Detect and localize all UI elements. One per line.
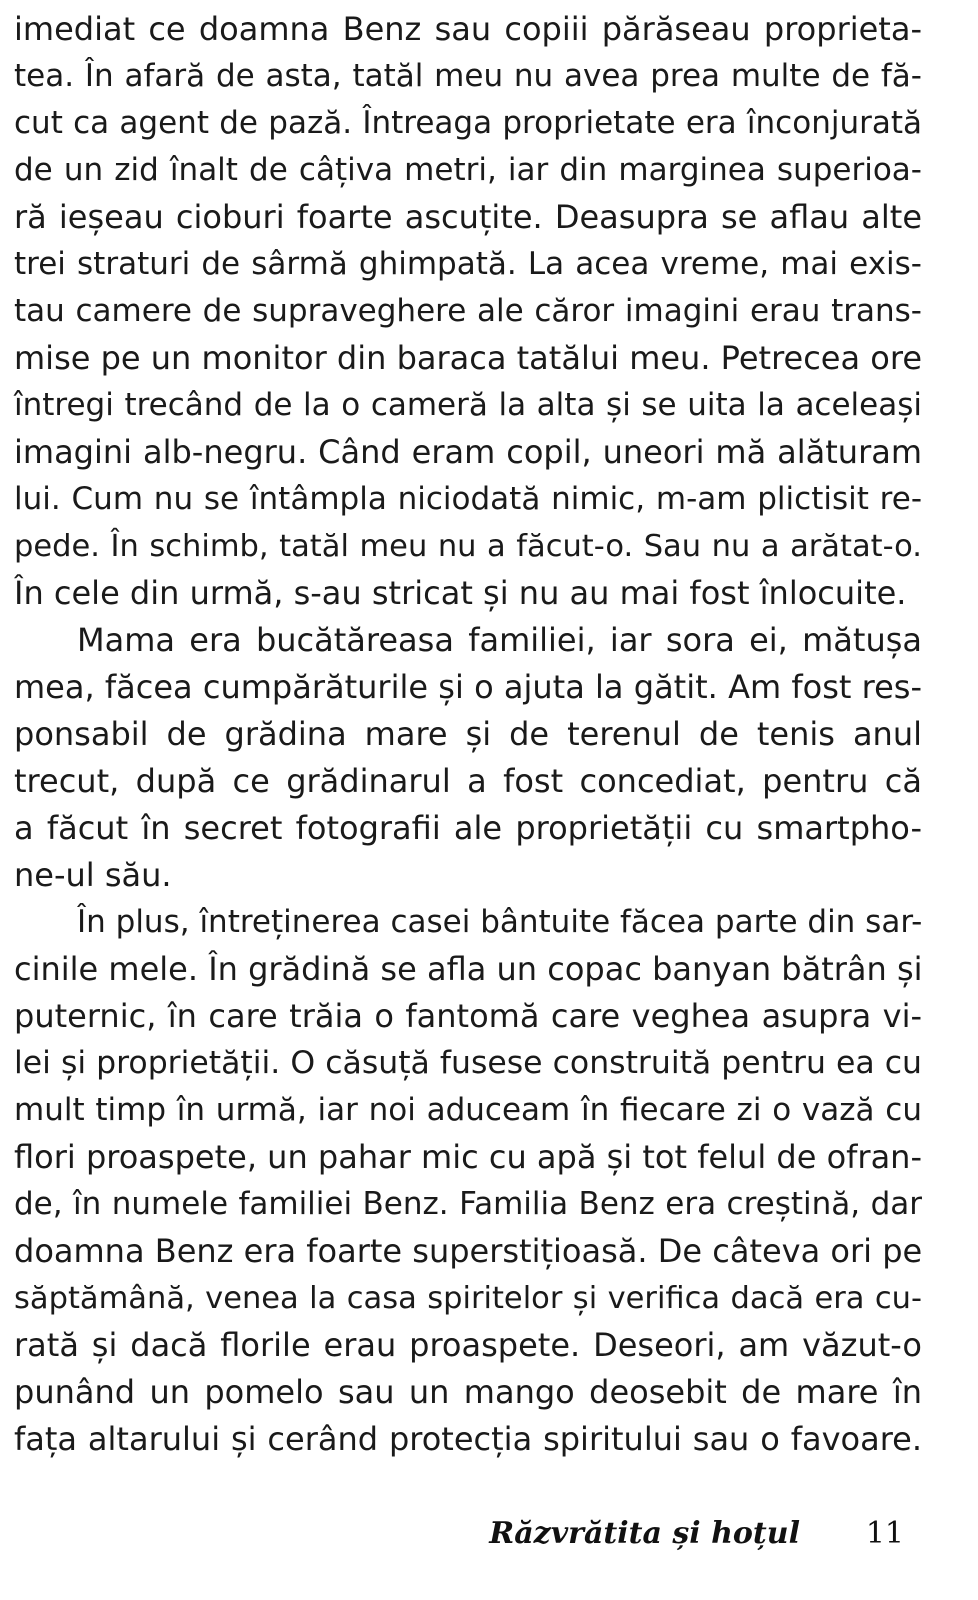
text-line: trei straturi de sârmă ghimpată. La acea vreme, mai exis- (14, 246, 922, 282)
text-line: întregi trecând de la o cameră la alta și se uita la aceleași (14, 387, 922, 423)
text-line: a făcut în secret fotografii ale proprietății cu smartpho- (14, 809, 922, 847)
text-line: pede. În schimb, tatăl meu nu a făcut-o. Sau nu a arătat-o. (14, 529, 922, 564)
text-line: imagini alb-negru. Când eram copil, uneori mă alăturam (14, 433, 922, 471)
text-line: puternic, în care trăia o fantomă care veghea asupra vi- (14, 997, 922, 1035)
running-title: Răzvrătita și hoțul (489, 1516, 800, 1551)
text-line: de, în numele familiei Benz. Familia Benz era creștină, dar (14, 1186, 922, 1222)
text-line: ră ieșeau cioburi foarte ascuțite. Deasupra se aflau alte (14, 198, 922, 236)
text-line: flori proaspete, un pahar mic cu apă și tot felul de ofran- (14, 1138, 922, 1176)
text-line: În cele din urmă, s-au stricat și nu au mai fost înlocuite. (14, 574, 907, 612)
text-line: fața altarului și cerând protecția spiritului sau o favoare. (14, 1420, 922, 1458)
text-line: rată și dacă florile erau proaspete. Deseori, am văzut-o (14, 1326, 922, 1364)
page-footer (0, 1516, 978, 1556)
text-line: imediat ce doamna Benz sau copiii părăseau proprieta- (14, 10, 922, 48)
text-line: doamna Benz era foarte superstițioasă. De câteva ori pe (14, 1232, 923, 1270)
text-line: tea. În afară de asta, tatăl meu nu avea prea multe de fă- (14, 58, 922, 94)
text-line: Mama era bucătăreasa familiei, iar sora ei, mătușa (77, 621, 922, 659)
text-line: trecut, după ce grădinarul a fost concediat, pentru că (14, 762, 922, 800)
text-line: cut ca agent de pază. Întreaga proprietate era înconjurată (14, 105, 922, 141)
body-text (14, 6, 922, 1463)
text-line: mult timp în urmă, iar noi aduceam în fiecare zi o vază cu (14, 1092, 922, 1128)
text-line: mea, făcea cumpărăturile și o ajuta la gătit. Am fost res- (14, 668, 922, 706)
text-line: ponsabil de grădina mare și de terenul de tenis anul (14, 715, 922, 753)
text-line: de un zid înalt de câțiva metri, iar din marginea superioa- (14, 152, 922, 188)
text-line: În plus, întreținerea casei bântuite făcea parte din sar- (77, 904, 923, 940)
text-line: ne-ul său. (14, 856, 172, 894)
text-line: lui. Cum nu se întâmpla niciodată nimic, m-am plictisit re- (14, 481, 922, 517)
text-line: săptămână, venea la casa spiritelor și verifica dacă era cu- (14, 1281, 922, 1316)
text-line: mise pe un monitor din baraca tatălui meu. Petrecea ore (14, 339, 922, 377)
page-number: 11 (865, 1516, 904, 1551)
text-line: punând un pomelo sau un mango deosebit de mare în (14, 1373, 922, 1411)
text-line: tau camere de supraveghere ale căror imagini erau trans- (14, 293, 922, 329)
text-line: lei și proprietății. O căsuță fusese construită pentru ea cu (14, 1045, 922, 1081)
text-line: cinile mele. În grădină se afla un copac banyan bătrân și (14, 950, 923, 988)
